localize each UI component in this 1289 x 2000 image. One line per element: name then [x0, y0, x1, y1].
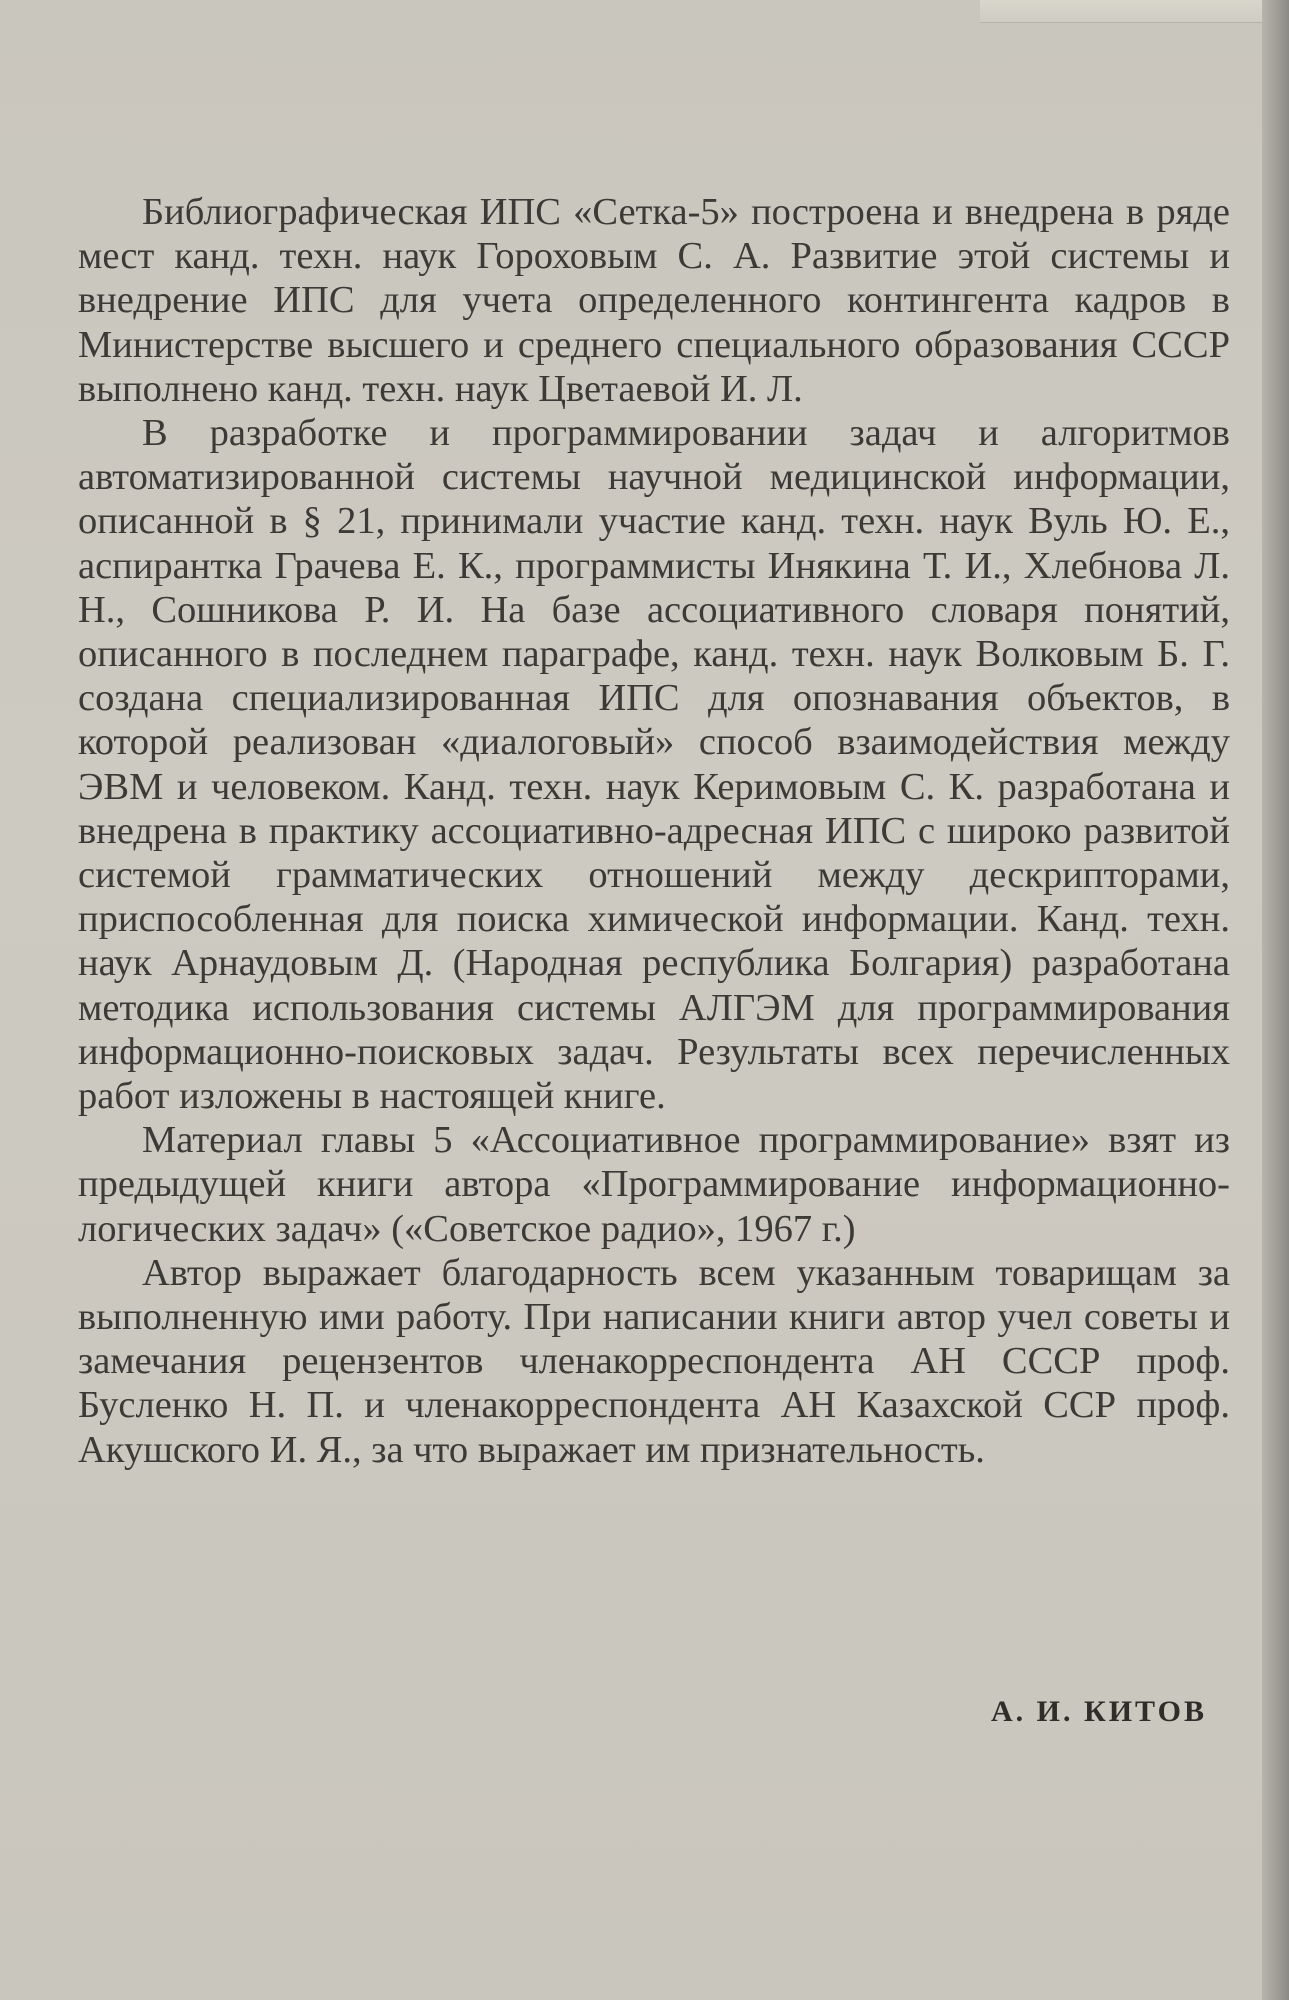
paragraph-4: Автор выражает благодарность всем указанным товарищам за выполненную ими работу. При написании книги автор учел советы и замечания рецензентов членакорреспондента АН СССР проф. Бусленко Н. П. и членакорреспондента АН Казахской ССР проф. Акушского И. Я., за что выражает им признательность.: [78, 1251, 1230, 1471]
page-top-edge: [980, 0, 1280, 23]
paragraph-2: В разработке и программировании задач и алгоритмов автоматизированной системы научной медицинской информации, описанной в § 21, принимали участие канд. техн. наук Вуль Ю. Е., аспирантка Грачева Е. К., программисты Инякина Т. И., Хлебнова Л. Н., Сошникова Р. И. На базе ассоциативного словаря понятий, описанного в последнем параграфе, канд. техн. наук Волковым Б. Г. создана специализированная ИПС для опознавания объектов, в которой реализован «диалоговый» способ взаимодействия между ЭВМ и человеком. Канд. техн. наук Керимовым С. К. разработана и внедрена в практику ассоциативно-адресная ИПС с широко развитой системой грамматических отношений между дескрипторами, приспособленная для поиска химической информации. Канд. техн. наук Арнаудовым Д. (Народная республика Болгария) разработана методика использования системы АЛГЭМ для программирования информационно-поисковых задач. Результаты всех перечисленных работ изложены в настоящей книге.: [78, 412, 1230, 1118]
body-text: [78, 190, 1230, 1472]
page-side-edge: [1262, 0, 1289, 2000]
paragraph-3: Материал главы 5 «Ассоциативное программирование» взят из предыдущей книги автора «Программирование информационно-логических задач» («Советское радио», 1967 г.): [78, 1119, 1230, 1250]
paragraph-1: Библиографическая ИПС «Сетка-5» построена и внедрена в ряде мест канд. техн. наук Гороховым С. А. Развитие этой системы и внедрение ИПС для учета определенного контингента кадров в Министерстве высшего и среднего специального образования СССР выполнено канд. техн. наук Цветаевой И. Л.: [78, 191, 1230, 410]
author-signature: А. И. КИТОВ: [990, 1695, 1207, 1728]
